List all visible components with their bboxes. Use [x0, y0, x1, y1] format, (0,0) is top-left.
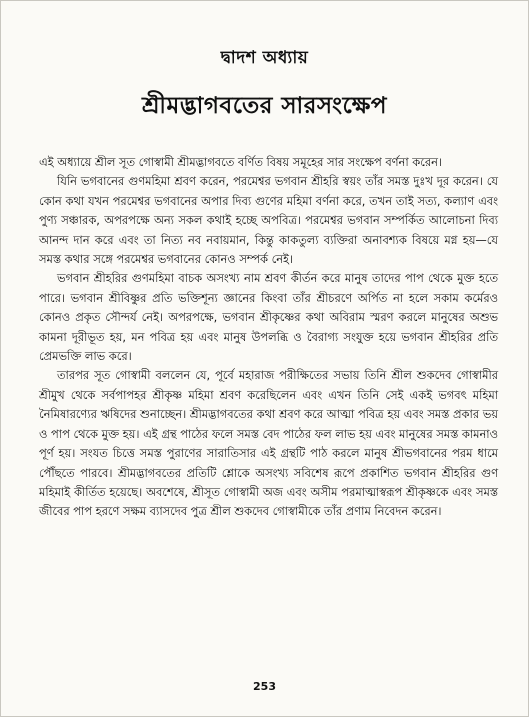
- page-number: 253: [253, 680, 276, 693]
- paragraph: তারপর সূত গোস্বামী বললেন যে, পূর্বে মহারাজ পরীক্ষিতের সভায় তিনি শ্রীল শুকদেব গোস্বামীর শ্রীমুখ থেকে সর্বপাপহর শ্রীকৃষ্ণ মহিমা শ্রবণ করেছিলেন এবং এখন তিনি সেই একই ভগবৎ মহিমা নৈমিষারণ্যের ঋষিদের শুনাচ্ছেন। শ্রীমদ্ভাগবতের কথা শ্রবণ করে আত্মা পবিত্র হয় এবং সমস্ত প্রকার ভয় ও পাপ থেকে মুক্ত হয়। এই গ্রন্থ পাঠের ফলে সমস্ত বেদ পাঠের ফল লাভ হয় এবং মানুষের সমস্ত কামনাও পূর্ণ হয়। সংযত চিত্তে সমস্ত পুরাণের সারাতিসার এই গ্রন্থটি পাঠ করলে মানুষ শ্রীভগবানের পরম ধামে পৌঁছতে পারবে। শ্রীমদ্ভাগবতের প্রতিটি শ্লোকে অসংখ্য সবিশেষ রূপে প্রকাশিত ভগবান শ্রীহরির গুণ মহিমাই কীর্তিত হয়েছে। অবশেষে, শ্রীসূত গোস্বামী অজ এবং অসীম পরমাত্মাস্বরূপ শ্রীকৃষ্ণকে এবং সমস্ত জীবের পাপ হরণে সক্ষম ব্যাসদেব পুত্র শ্রীল শুকদেব গোস্বামীকে তাঁর প্রণাম নিবেদন করেন।: [39, 368, 498, 519]
- paragraph: ভগবান শ্রীহরির গুণমহিমা বাচক অসংখ্য নাম শ্রবণ কীর্তন করে মানুষ তাদের পাপ থেকে মুক্ত হতে পারে। ভগবান শ্রীবিষ্ণুর প্রতি ভক্তিশূন্য জ্ঞানের কিংবা তাঁর শ্রীচরণে অর্পিত না হলে সকাম কর্মেরও কোনও প্রকৃত সৌন্দর্য নেই। অপরপক্ষে, ভগবান শ্রীকৃষ্ণের কথা অবিরাম স্মরণ করলে মানুষের অশুভ কামনা দূরীভূত হয়, মন পবিত্র হয় এবং মানুষ উপলব্ধি ও বৈরাগ্য সংযুক্ত হয়ে ভগবান শ্রীহরির প্রতি প্রেমভক্তি লাভ করে।: [39, 271, 498, 364]
- chapter-title: শ্রীমদ্ভাগবতের সারসংক্ষেপ: [142, 93, 387, 119]
- paragraph: যিনি ভগবানের গুণমহিমা শ্রবণ করেন, পরমেশ্বর ভগবান শ্রীহরি স্বয়ং তাঁর সমস্ত দুঃখ দূর করেন। যে কোন কথা যখন পরমেশ্বর ভগবানের অপার দিব্য গুণের মহিমা বর্ণনা করে, তখন তাই সত্য, কল্যাণ এবং পুণ্য সঞ্চারক, অপরপক্ষে অন্য সকল কথাই হচ্ছে অপবিত্র। পরমেশ্বর ভগবান সম্পর্কিত আলোচনা দিব্য আনন্দ দান করে এবং তা নিত্য নব নবায়মান, কিন্তু কাকতুল্য ব্যক্তিরা অনাবশ্যক বিষয়ে মগ্ন হয়—যে সমস্ত কথার সঙ্গে পরমেশ্বর ভগবানের কোনও সম্পর্ক নেই।: [39, 174, 498, 267]
- body-text: [39, 153, 498, 522]
- chapter-heading: দ্বাদশ অধ্যায়: [220, 48, 309, 68]
- paragraph: এই অধ্যায়ে শ্রীল সূত গোস্বামী শ্রীমদ্ভাগবতে বর্ণিত বিষয় সমূহের সার সংক্ষেপ বর্ণনা করেন।: [39, 155, 442, 169]
